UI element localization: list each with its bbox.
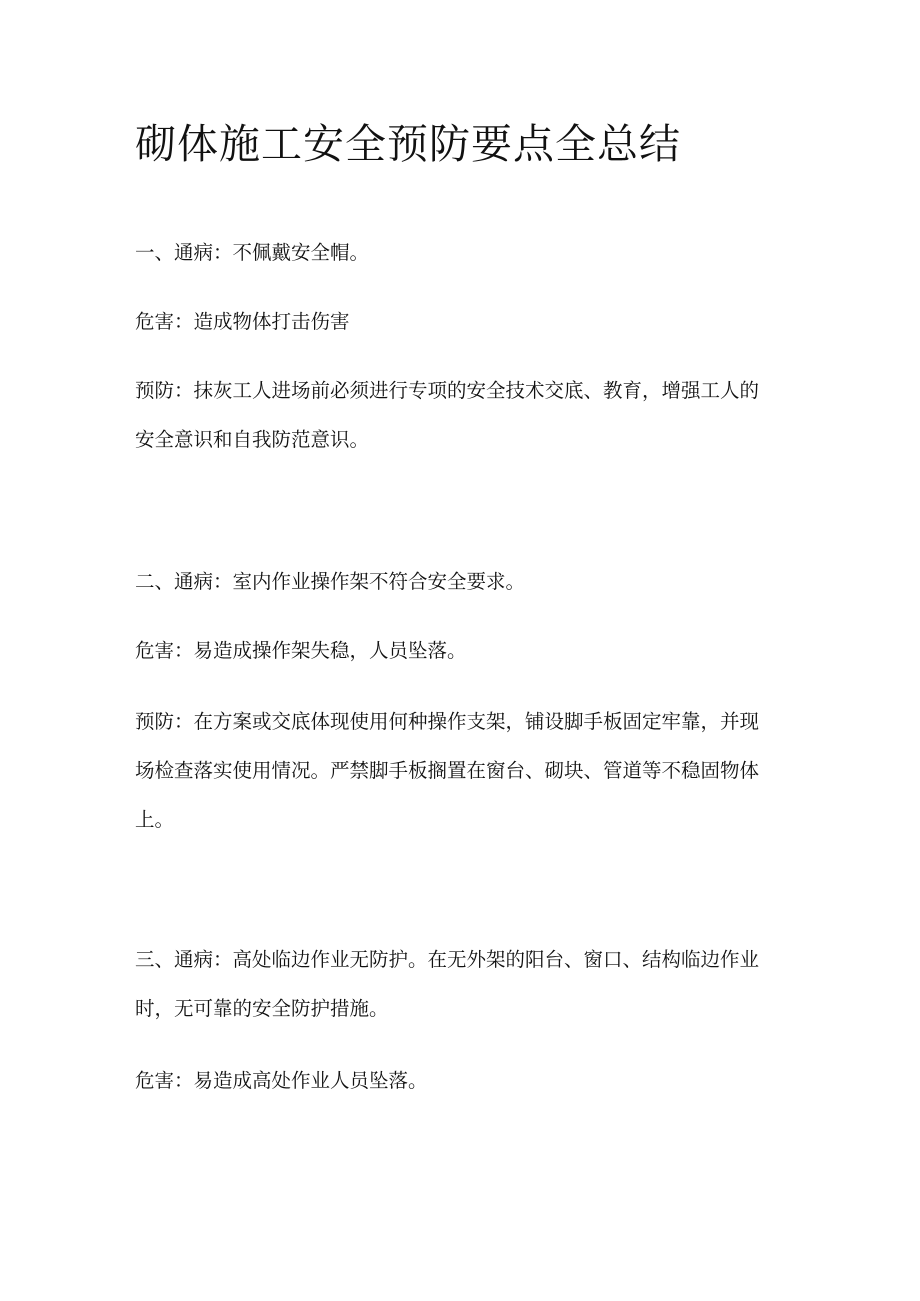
section-3-problem-line-2: 时，无可靠的安全防护措施。 — [135, 997, 389, 1020]
section-2-problem: 二、通病：室内作业操作架不符合安全要求。 — [135, 570, 526, 593]
document-title: 砌体施工安全预防要点全总结 — [135, 120, 681, 168]
section-3-hazard: 危害：易造成高处作业人员坠落。 — [135, 1069, 428, 1092]
section-1-prevention-line-2: 安全意识和自我防范意识。 — [135, 428, 370, 451]
section-2-hazard: 危害：易造成操作架失稳，人员坠落。 — [135, 639, 467, 662]
section-2-prevention-line-3: 上。 — [135, 808, 175, 831]
section-1-hazard: 危害：造成物体打击伤害 — [135, 310, 350, 333]
section-1-problem: 一、通病：不佩戴安全帽。 — [135, 241, 370, 264]
section-2-prevention-line-1: 预防：在方案或交底体现使用何种操作支架，铺设脚手板固定牢靠，并现 — [135, 710, 760, 733]
section-3-problem-line-1: 三、通病：高处临边作业无防护。在无外架的阳台、窗口、结构临边作业 — [135, 948, 760, 971]
section-2-prevention-line-2: 场检查落实使用情况。严禁脚手板搁置在窗台、砌块、管道等不稳固物体 — [135, 759, 760, 782]
section-1-prevention-line-1: 预防：抹灰工人进场前必须进行专项的安全技术交底、教育，增强工人的 — [135, 379, 760, 402]
